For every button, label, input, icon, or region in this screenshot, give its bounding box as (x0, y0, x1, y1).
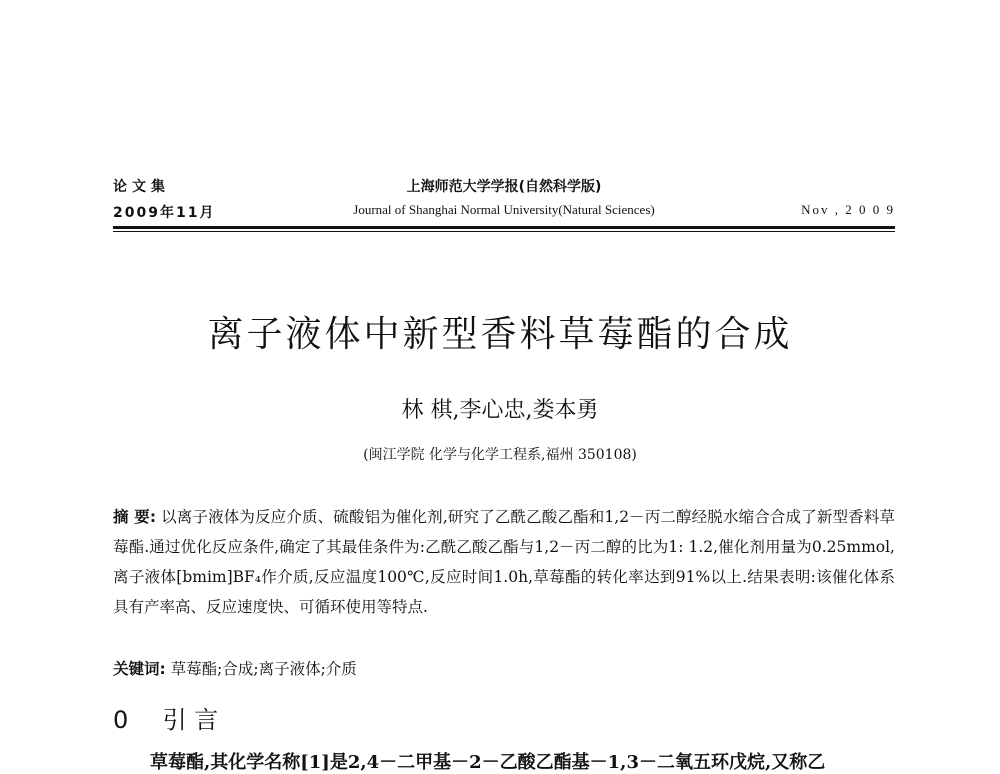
issue-date: 2009年11月 (113, 205, 216, 221)
abstract-text: 以离子液体为反应介质、硫酸铝为催化剂,研究了乙酰乙酸乙酯和1,2－丙二醇经脱水缩合合成了新型香料草莓酯.通过优化反应条件,确定了其最佳条件为:乙酰乙酸乙酯与1,2－丙二醇的比为1: 1.2,催化剂用量为0.25mmol,离子液体[bmim]BF₄作介质,反应温度100℃,反应时间1.0h,草莓酯的转化率达到91%以上.结果表明:该催化体系具有产率高、反应速度快、可循环使用等特点. (113, 508, 895, 616)
keywords-label: 关键词: (113, 660, 166, 678)
section-heading (113, 700, 218, 735)
body-first-line: 草莓酯,其化学名称[1]是2,4－二甲基－2－乙酸乙酯基－1,3－二氧五环戊烷,又称乙 (150, 752, 826, 773)
abstract (113, 502, 895, 622)
section-label: 论文集 (113, 179, 170, 195)
paper-title: 离子液体中新型香料草莓酯的合成 (207, 314, 793, 355)
keywords (113, 656, 895, 682)
paper-authors: 林 棋,李心忠,娄本勇 (401, 398, 599, 423)
running-header (113, 176, 895, 226)
abstract-label: 摘 要: (113, 508, 157, 526)
keywords-text: 草莓酯;合成;离子液体;介质 (170, 660, 357, 678)
header-rule-thin (113, 231, 895, 232)
section-title: 引 言 (162, 706, 219, 734)
section-number: 0 (113, 706, 129, 734)
journal-title-en: Journal of Shanghai Normal University(Natural Sciences) (353, 202, 655, 217)
journal-title-cn: 上海师范大学学报(自然科学版) (406, 179, 602, 195)
header-rule-thick (113, 226, 895, 229)
issue-label: Nov , 2 0 0 9 (801, 202, 895, 217)
paper-affiliation: (闽江学院 化学与化学工程系,福州 350108) (363, 447, 637, 463)
